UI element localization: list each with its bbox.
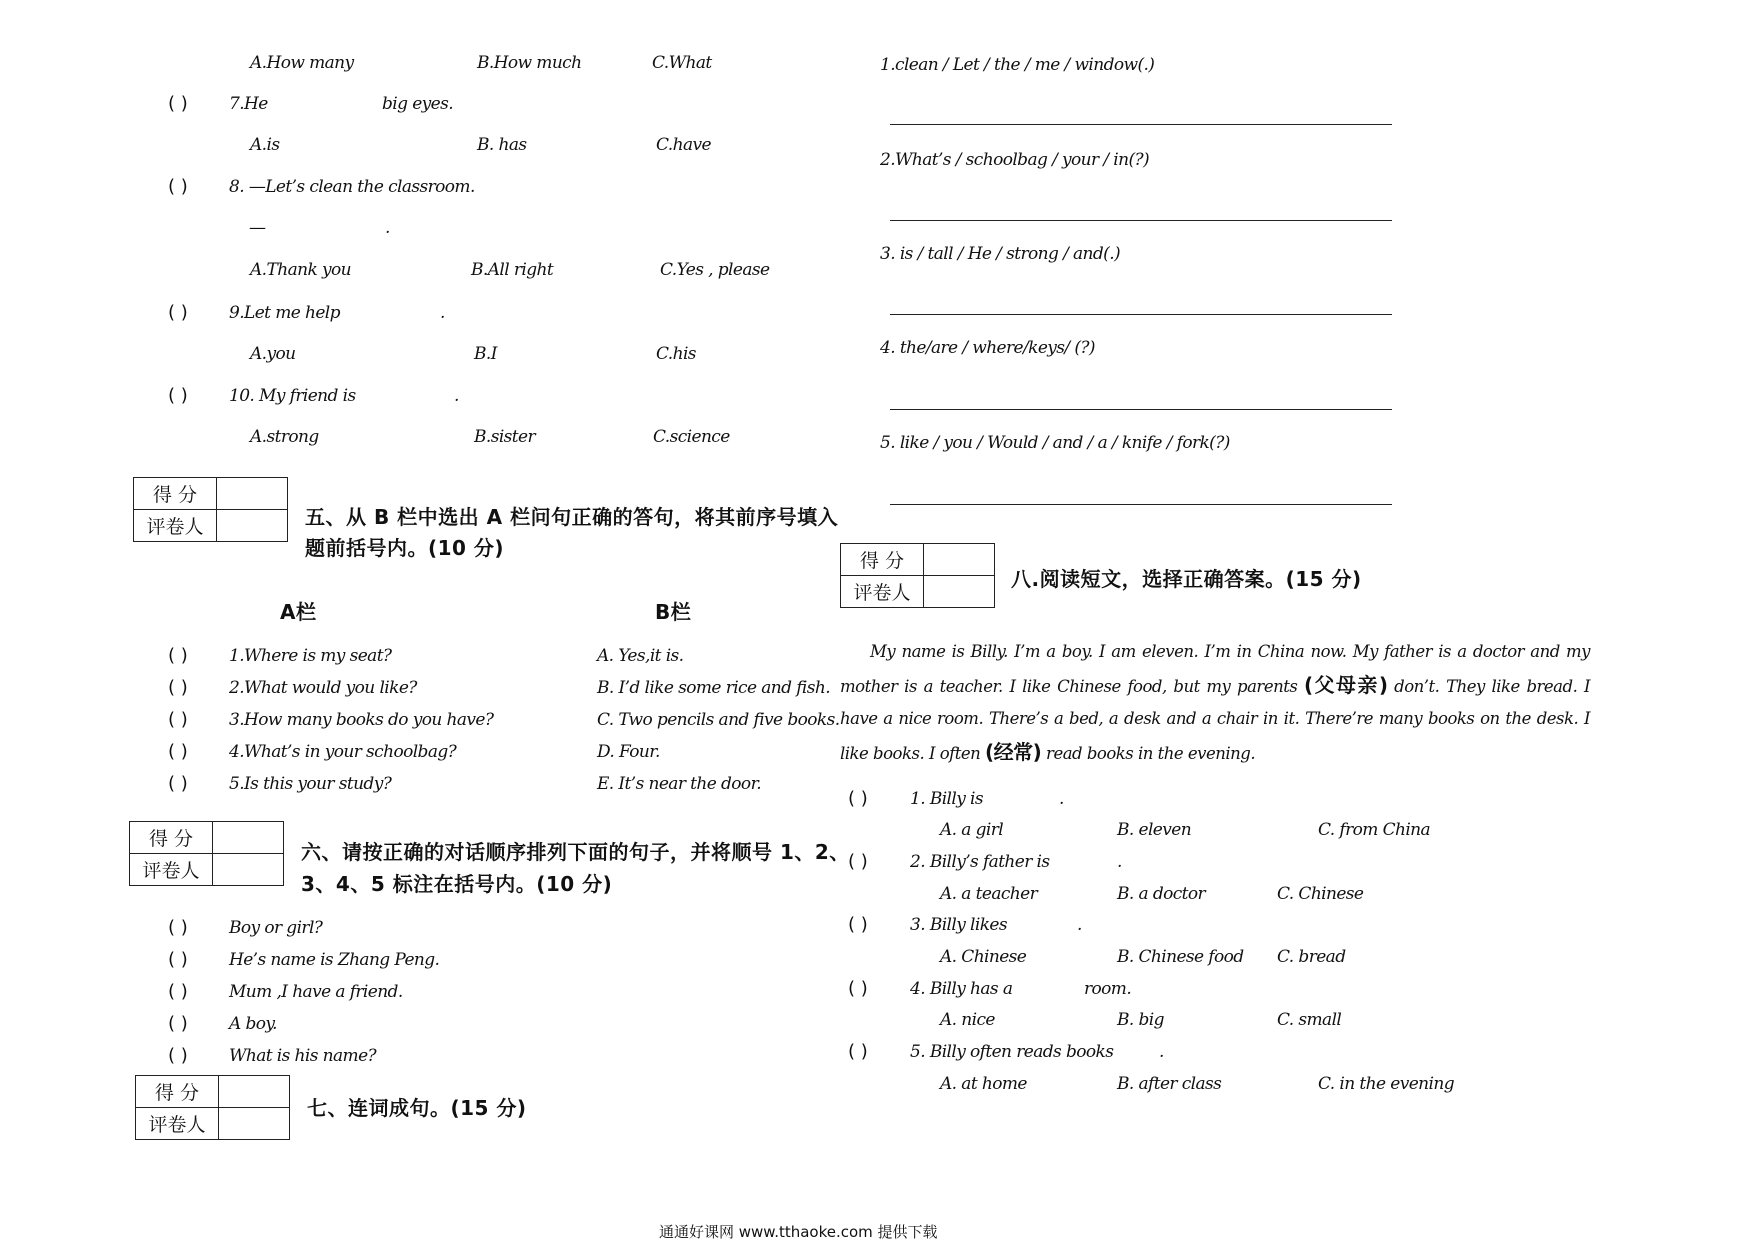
question-stem-end: . (1059, 789, 1064, 809)
scrambled-sentence: 3. is / tall / He / strong / and(.) (880, 244, 1121, 264)
sentence-text: He’s name is Zhang Peng. (229, 950, 440, 970)
option-c: C.have (656, 135, 711, 155)
option-a: A. a girl (940, 820, 1004, 840)
scrambled-sentence: 1.clean / Let / the / me / window(.) (880, 55, 1155, 75)
score-label: 得 分 (130, 822, 213, 854)
section-5-title: 五、从 B 栏中选出 A 栏问句正确的答句，将其前序号填入 (305, 505, 839, 529)
section-8-title: 八.阅读短文，选择正确答案。(15 分) (1011, 567, 1362, 591)
answer-line[interactable] (890, 504, 1392, 505)
answer-line[interactable] (890, 124, 1392, 125)
question-stem-end: . (454, 386, 459, 406)
option-c: C.What (652, 53, 712, 73)
option-c: C.science (653, 427, 730, 447)
grader-label: 评卷人 (130, 854, 213, 886)
option-b: B. Chinese food (1117, 947, 1244, 967)
answer-text: E. It’s near the door. (597, 774, 762, 794)
question-stem: 3. Billy likes (910, 915, 1007, 935)
answer-line[interactable] (890, 220, 1392, 221)
question-text: 1.Where is my seat? (229, 646, 392, 666)
answer-paren[interactable]: ( ) (848, 914, 868, 935)
option-a: A. a teacher (940, 884, 1038, 904)
grader-label: 评卷人 (841, 576, 924, 608)
passage-gloss-parents: (父母亲) (1303, 672, 1388, 697)
answer-paren[interactable]: ( ) (168, 385, 188, 406)
option-a: A. nice (940, 1010, 995, 1030)
scrambled-sentence: 4. the/are / where/keys/ (?) (880, 338, 1095, 358)
answer-paren[interactable]: ( ) (168, 741, 188, 762)
score-box-section-8 (840, 543, 995, 608)
sentence-text: A boy. (229, 1014, 277, 1034)
grader-cell[interactable] (219, 1108, 290, 1140)
option-b: B.I (474, 344, 497, 364)
section-6-title-cont: 3、4、5 标注在括号内。(10 分) (301, 872, 613, 896)
answer-paren[interactable]: ( ) (848, 851, 868, 872)
score-label: 得 分 (134, 478, 217, 510)
question-text: 2.What would you like? (229, 678, 417, 698)
question-stem-end: room. (1084, 979, 1132, 999)
question-text: 3.How many books do you have? (229, 710, 494, 730)
reading-passage (840, 636, 1590, 770)
option-b: B. eleven (1117, 820, 1192, 840)
column-b-header: B栏 (655, 600, 692, 624)
question-stem-end: . (1117, 852, 1122, 872)
answer-line[interactable] (890, 409, 1392, 410)
option-a: A.you (250, 344, 296, 364)
answer-paren[interactable]: ( ) (168, 773, 188, 794)
question-stem: 1. Billy is (910, 789, 983, 809)
section-7-title: 七、连词成句。(15 分) (307, 1096, 527, 1120)
option-c: C. in the evening (1318, 1074, 1454, 1094)
answer-text: A. Yes,it is. (597, 646, 684, 666)
option-a: A. Chinese (940, 947, 1027, 967)
question-stem: 8. —Let’s clean the classroom. (229, 177, 475, 197)
option-a: A.strong (250, 427, 319, 447)
score-box-section-6 (129, 821, 284, 886)
question-stem-end: . (440, 303, 445, 323)
score-label: 得 分 (136, 1076, 219, 1108)
option-a: A. at home (940, 1074, 1027, 1094)
option-c: C. from China (1318, 820, 1431, 840)
answer-paren[interactable]: ( ) (848, 788, 868, 809)
answer-text: D. Four. (597, 742, 660, 762)
question-text: 5.Is this your study? (229, 774, 392, 794)
column-a-header: A栏 (280, 600, 317, 624)
answer-paren[interactable]: ( ) (848, 978, 868, 999)
option-b: B. has (477, 135, 527, 155)
question-stem-end: big eyes. (382, 94, 454, 114)
passage-part-1: My name is Billy. I’m a boy. I am eleven. I’m in China now. My father is a doctor and my mother is a teacher. I like Chinese food, but my parents (840, 642, 1590, 696)
option-b: B.How much (477, 53, 582, 73)
option-b: B. big (1117, 1010, 1164, 1030)
answer-paren[interactable]: ( ) (168, 981, 188, 1002)
option-b: B.sister (474, 427, 536, 447)
answer-text: B. I’d like some rice and fish. (597, 678, 831, 698)
question-stem-end: . (1077, 915, 1082, 935)
scrambled-sentence: 5. like / you / Would / and / a / knife / fork(?) (880, 433, 1230, 453)
grader-cell[interactable] (213, 854, 284, 886)
answer-line[interactable] (890, 314, 1392, 315)
passage-gloss-often: (经常) (985, 739, 1042, 764)
section-5-title-cont: 题前括号内。(10 分) (305, 536, 505, 560)
score-box-section-5 (133, 477, 288, 542)
question-stem: 9.Let me help (229, 303, 340, 323)
score-cell[interactable] (924, 544, 995, 576)
sentence-text: What is his name? (229, 1046, 377, 1066)
question-stem: 5. Billy often reads books (910, 1042, 1114, 1062)
answer-paren[interactable]: ( ) (168, 677, 188, 698)
answer-paren[interactable]: ( ) (168, 949, 188, 970)
answer-paren[interactable]: ( ) (168, 176, 188, 197)
passage-part-2: don’t. They like bread. I have a nice room. There’s a bed, a desk and a chair in it. There’re many books on the desk. I like books. I often (840, 676, 1591, 763)
answer-paren[interactable]: ( ) (848, 1041, 868, 1062)
option-a: A.Thank you (250, 260, 351, 280)
question-stem: 4. Billy has a (910, 979, 1013, 999)
option-a: A.is (250, 135, 280, 155)
score-label: 得 分 (841, 544, 924, 576)
answer-paren[interactable]: ( ) (168, 1045, 188, 1066)
sentence-text: Mum ,I have a friend. (229, 982, 403, 1002)
option-c: C. bread (1277, 947, 1346, 967)
grader-label: 评卷人 (136, 1108, 219, 1140)
answer-paren[interactable]: ( ) (168, 917, 188, 938)
score-cell[interactable] (219, 1076, 290, 1108)
grader-cell[interactable] (924, 576, 995, 608)
option-c: C.Yes , please (660, 260, 770, 280)
answer-paren[interactable]: ( ) (168, 645, 188, 666)
grader-cell[interactable] (217, 510, 288, 542)
grader-label: 评卷人 (134, 510, 217, 542)
answer-text: C. Two pencils and five books. (597, 710, 840, 730)
option-c: C.his (656, 344, 696, 364)
score-cell[interactable] (213, 822, 284, 854)
option-a: A.How many (250, 53, 354, 73)
score-cell[interactable] (217, 478, 288, 510)
scrambled-sentence: 2.What’s / schoolbag / your / in(?) (880, 150, 1150, 170)
option-b: B. a doctor (1117, 884, 1206, 904)
option-c: C. Chinese (1277, 884, 1364, 904)
sentence-text: Boy or girl? (229, 918, 323, 938)
page-footer: 通通好课网 www.tthaoke.com 提供下载 (659, 1223, 938, 1241)
answer-paren[interactable]: ( ) (168, 1013, 188, 1034)
passage-part-3: read books in the evening. (1041, 743, 1256, 763)
question-stem: 2. Billy’s father is (910, 852, 1050, 872)
section-6-title: 六、请按正确的对话顺序排列下面的句子，并将顺号 1、2、 (301, 840, 850, 864)
option-b: B.All right (471, 260, 554, 280)
answer-paren[interactable]: ( ) (168, 93, 188, 114)
question-text: 4.What’s in your schoolbag? (229, 742, 457, 762)
question-stem: 10. My friend is (229, 386, 356, 406)
answer-paren[interactable]: ( ) (168, 302, 188, 323)
question-stem: 7.He (229, 94, 268, 114)
answer-paren[interactable]: ( ) (168, 709, 188, 730)
option-c: C. small (1277, 1010, 1342, 1030)
reply-end: . (385, 218, 390, 238)
option-b: B. after class (1117, 1074, 1222, 1094)
question-stem-end: . (1159, 1042, 1164, 1062)
score-box-section-7 (135, 1075, 290, 1140)
reply-dash: — (249, 218, 266, 238)
